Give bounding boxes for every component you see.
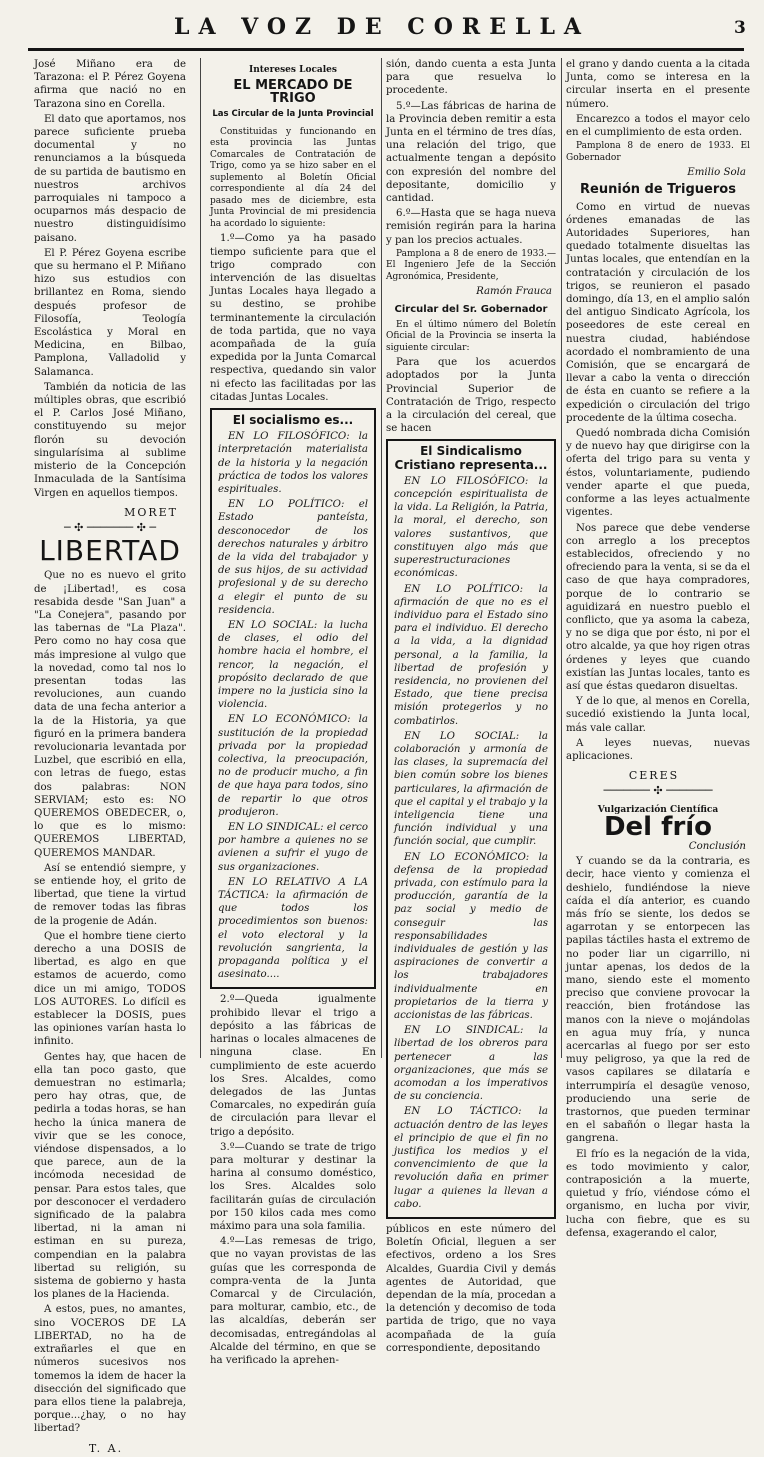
signature: T. A. <box>88 1441 124 1455</box>
paragraph: El P. Pérez Goyena escribe que su hermano el P. Miñano hizo sus estudios con brillantez en Roma, siendo después profesor de Filosofía, Teología Escolástica y Moral en Medicina, en Bilbao, Pamplona, Valladolid y Salamanca. <box>34 247 186 378</box>
paragraph: EN LO SINDICAL: el cerco por hambre a quienes no se avienen a sufrir el yugo de sus organizaciones. <box>218 822 368 873</box>
signer: Ramón Frauca <box>476 286 552 298</box>
column-2 <box>210 58 376 1369</box>
paragraph: EN LO SOCIAL: la colaboración y armonía de las clases, la supremacía del bien común sobre los bienes particulares, la afirmación de que el capital y el trabajo y la inteligencia tiene una función individual y una función social, que cumplir. <box>394 730 548 848</box>
box-title: El Sindicalismo Cristiano representa... <box>394 444 548 472</box>
paragraph: Encarezco a todos el mayor celo en el cumplimiento de esta orden. <box>566 113 750 139</box>
paragraph: En el último número del Boletín Oficial de la Provincia se inserta la siguiente circular: <box>386 319 556 353</box>
paragraph: Nos parece que debe venderse con arreglo a los preceptos establecidos, ofreciendo y no ofreciendo para la venta, si se da el caso de que haya compradores, porque de lo contrario se aguidizará en nuestro pueblo el conflicto, que ya asoma la cabeza, y no se diga que por ésto, ni por el otro alcalde, ya que hoy rigen otras órdenes y leyes que cuando existían las Juntas locales, tanto es así que éstas quedaron disueltas. <box>566 522 750 692</box>
sub-heading: Circular del Sr. Gobernador <box>394 303 548 315</box>
paragraph: 4.º—Las remesas de trigo, que no vayan provistas de las guías que les corresponda de compra-venta de la Junta Comarcal y de Circulación, para molturar, cambio, etc., de las alcaldías, deberán ser decomisadas, entregándolas al Alcalde del término, en que se ha verificado la aprehen- <box>210 1236 376 1366</box>
headline: EL MERCADO DE TRIGO <box>233 78 353 107</box>
paragraph: El dato que aportamos, nos parece suficiente prueba documental y no renunciamos a la búsqueda de su partida de bautismo en nuestros archivos parroquiales ni tampoco a ocuparnos más despacio de nuestro distinguidísimo paisano. <box>34 113 186 244</box>
paragraph: EN LO SOCIAL: la lucha de clases, el odio del hombre hacia el hombre, el rencor, la negación, el propósito declarado de que impere no la justicia sino la violencia. <box>218 620 368 711</box>
paragraph: EN LO FILOSÓFICO: la concepción espiritualista de la vida. La Religión, la Patria, la moral, el derecho, son valores sustantivos, que constituyen algo más que superestructuraciones económicas. <box>394 475 548 580</box>
paragraph: 2.º—Queda igualmente prohibido llevar el trigo a depósito a las fábricas de harinas o locales almacenes de ninguna clase. En cumplimiento de este acuerdo los Sres. Alcaldes, como delegados de las Juntas Comarcales, no expedirán guía de circulación para llevar el trigo a depósito. <box>210 994 376 1138</box>
paragraph: sión, dando cuenta a esta Junta para que resuelva lo procedente. <box>386 59 556 97</box>
paragraph: Y de lo que, al menos en Corella, sucedió existiendo la Junta local, más vale callar. <box>566 696 750 734</box>
paragraph: EN LO ECONÓMICO: la sustitución de la propiedad privada por la propiedad colectiva, la preocupación, no de producir mucho, a fin de que haya para todos, sino de repartir lo que otros produjeron. <box>218 714 368 818</box>
column-4 <box>566 58 750 1242</box>
dateline: Pamplona a 8 de enero de 1933.—El Ingeniero Jefe de la Sección Agronómica, Presidente, <box>386 248 556 282</box>
ornament-divider: ─ ✣ ─────── ✣ ─ <box>63 520 157 534</box>
paragraph: 1.º—Como ya ha pasado tiempo suficiente para que el trigo comprado con intervención de las disueltas Juntas Locales haya llegado a su destino, se prohibe terminantemente la circulación de toda partida, que no vaya acompañada de la guía expedida por la Junta Comarcal respectiva, quedando sin valor ni efecto las facilitadas por las citadas Juntas Locales. <box>210 233 376 403</box>
column-divider <box>200 58 201 1058</box>
column-1 <box>34 58 186 1457</box>
boxed-article <box>386 439 556 1219</box>
headline: Reunión de Trigueros <box>580 182 736 198</box>
paragraph: También da noticia de las múltiples obras, que escribió el P. Carlos José Miñano, constituyendo su mejor florón su devoción singularísima al sublime misterio de la Concepción Inmaculada de la Santísima Virgen en aquellos tiempos. <box>34 381 186 499</box>
paragraph: EN LO TÁCTICO: la actuación dentro de las leyes el principio de que el fin no justifica los medios y el convencimiento de que la revolución daña en primer lugar a quienes la llevan a cabo. <box>394 1106 548 1210</box>
paragraph: EN LO POLÍTICO: el Estado panteísta, desconocedor de los derechos naturales y árbitro de la vida del trabajador y de sus hijos, de su actividad profesional y de su derecho a elegir el punto de su residencia. <box>218 499 368 616</box>
headline: Del frío <box>603 811 713 842</box>
paragraph: A estos, pues, no amantes, sino VOCEROS DE LA LIBERTAD, no ha de extrañarles el que en números sucesivos nos tomemos la idem de hacer la disección del significado que para ellos tiene la palabreja, porque...¿hay, o no hay libertad? <box>34 1304 186 1435</box>
paragraph: 5.º—Las fábricas de harina de la Provincia deben remitir a esta Junta en el término de tres días, una relación del trigo, que actualmente tengan a depósito con expresión del nombre del depositante, domicilio y cantidad. <box>386 100 556 205</box>
signature: CERES <box>628 769 680 783</box>
column-3 <box>386 58 556 1357</box>
paragraph: Así se entendió siempre, y se entiende hoy, el grito de libertad, que tiene la virtud de remover todas las fibras de la progenie de Adán. <box>34 862 186 927</box>
paragraph: Y cuando se da la contraria, es decir, hace viento y comienza el deshielo, fundiéndose la nieve caída el día anterior, es cuando más frío se siente, los dedos se agarrotan y se entorpecen las papilas táctiles hasta el extremo de no poder liar un cigarrillo, ni juntar apenas, los dedos de la mano, siendo este el momento preciso que conviene provocar la reacción, bien frotándose las manos con la nieve o mojándolas en agua muy fría, y nunca acercarlas al fuego por ser esto muy peligroso, ya que la red de vasos capilares se dilataría e interrumpiría el desagüe venoso, produciendo una serie de trastornos, que pueden terminar en el sabañón o llegar hasta la gangrena. <box>566 856 750 1145</box>
paragraph: públicos en este número del Boletín Oficial, lleguen a ser efectivos, ordeno a los Sres Alcaldes, Guardia Civil y demás agentes de Autoridad, que dependan de la mía, procedan a la detención y decomiso de toda partida de trigo, que no vaya acompañada de la guía correspondiente, depositando <box>386 1224 556 1354</box>
paragraph: EN LO RELATIVO A LA TÁCTICA: la afirmación de que todos los procedimientos son buenos: el voto electoral y la revolución sangrienta, la propaganda política y el asesinato.... <box>218 876 368 981</box>
paragraph: EN LO FILOSÓFICO: la interpretación materialista de la historia y la negación práctica de todos los valores espirituales. <box>218 431 368 495</box>
masthead: LA VOZ DE CORELLA <box>173 14 590 40</box>
boxed-article <box>210 408 376 990</box>
signer: Emilio Sola <box>687 167 746 179</box>
section-kicker: Intereses Locales <box>249 65 337 75</box>
dateline: Pamplona 8 de enero de 1933. El Gobernador <box>566 141 750 163</box>
article-title: LIBERTAD <box>39 534 181 568</box>
column-divider <box>561 58 562 1058</box>
paragraph: José Miñano era de Tarazona: el P. Pérez Goyena afirma que nació no en Tarazona sino en Corella. <box>34 59 186 110</box>
paragraph: EN LO SINDICAL: la libertad de los obreros para pertenecer a las organizaciones, que más se acomodan a los imperativos de su conciencia. <box>394 1025 548 1103</box>
ornament-divider: ─────── ✣ ─────── <box>603 784 713 798</box>
paragraph: Como en virtud de nuevas órdenes emanadas de las Autoridades Superiores, han quedado totalmente disueltas las Juntas locales, que entendían en la contratación y circulación de los trigos, se reunieron el pasado domingo, día 13, en el amplio salón del antiguo Sindicato Agrícola, los poseedores de este cereal en nuestra ciudad, habiéndose acordado el nombramiento de una Comisión, que se encargará de llevar a cabo la venta o dirección de ésta en cuanto se refiere a la expedición o circulación del trigo procedente de la última cosecha. <box>566 201 750 424</box>
paragraph: Que el hombre tiene cierto derecho a una DOSIS de libertad, es algo en que estamos de acuerdo, como dice un mi amigo, TODOS LOS AUTORES. Lo difícil es establecer la DOSIS, pues las opiniones varían hasta lo infinito. <box>34 930 186 1048</box>
paragraph: A leyes nuevas, nuevas aplicaciones. <box>566 737 750 762</box>
paragraph: El frío es la negación de la vida, es todo movimiento y calor, contraposición a la muerte, quietud y frío, viéndose cómo el organismo, en lucha por vivir, lucha con fiebre, que es su defensa, exagerando el calor, <box>566 1148 750 1239</box>
signature: MORET <box>124 505 178 519</box>
page-number: 3 <box>734 18 746 38</box>
paragraph: Quedó nombrada dicha Comisión y de nuevo hay que dirigirse con la oferta del trigo para su venta y éstos, voluntariamente, pudiendo vender aparte el que pueda, conforme a las leyes actualmente vigentes. <box>566 428 750 519</box>
paragraph: Que no es nuevo el grito de ¡Libertad!, es cosa resabida desde "San Juan" a "La Conejera", pasando por las tabernas de "La Plaza". Pero como no hay cosa que más impresione al vulgo que la novedad, como tal nos lo presentan todas las revoluciones, aun cuando data de una fecha anterior a la de la Historia, ya que figuró en la primera bandera revolucionaria levantada por Luzbel, que escribió en ella, con letras de fuego, estas dos palabras: NON SERVIAM; esto es: NO QUEREMOS OBEDECER, o, lo que es lo mismo: QUEREMOS LIBERTAD, QUEREMOS MANDAR. <box>34 570 186 859</box>
paragraph: Constituidas y funcionando en esta provincia las Juntas Comarcales de Contratación de Trigo, como ya se hizo saber en el suplemento al Boletín Oficial correspondiente al día 24 del pasado mes de diciembre, esta Junta Provincial de mi presidencia ha acordado lo siguiente: <box>210 126 376 229</box>
masthead-rule <box>28 48 744 51</box>
paragraph: 3.º—Cuando se trate de trigo para molturar y destinar la harina al consumo doméstico, los Sres. Alcaldes solo facilitarán guías de circulación por 150 kilos cada mes como máximo para una sola familia. <box>210 1141 376 1232</box>
column-divider <box>381 58 382 1058</box>
paragraph: EN LO ECONÓMICO: la defensa de la propiedad privada, con estímulo para la producción, garantía de la paz social y medio de conseguir las responsabilidades individuales de gestión y las aspiraciones de convertir a los trabajadores individualmente en propietarios de la tierra y accionistas de las fábricas. <box>394 851 548 1021</box>
box-title: El socialismo es... <box>232 412 354 427</box>
subheading: Conclusión <box>688 840 746 852</box>
deck: Las Circular de la Junta Provincial <box>212 108 374 119</box>
section-kicker: Vulgarización Científica <box>597 804 719 815</box>
paragraph: EN LO POLÍTICO: la afirmación de que no es el individuo para el Estado sino para el individuo. El derecho a la vida, a la dignidad personal, a la familia, la libertad de profesión y residencia, no provienen del Estado, que tiene precisa misión protegerlos y no combatirlos. <box>394 583 548 727</box>
paragraph: Para que los acuerdos adoptados por la Junta Provincial Superior de Contratación de Trigo, respecto a la circulación del cereal, que se hacen <box>386 357 556 435</box>
paragraph: 6.º—Hasta que se haga nueva remisión regirán para la harina y pan los precios actuales. <box>386 208 556 246</box>
paragraph: el grano y dando cuenta a la citada Junta, como se interesa en la circular inserta en el presente número. <box>566 59 750 110</box>
paragraph: Gentes hay, que hacen de ella tan poco gasto, que demuestran no estimarla; pero hay otras, que, de pedirla a todas horas, se han hecho la única manera de vivir que se les conoce, viéndose dispensados, a lo que parece, aun de la incómoda necesidad de pensar. Para estos tales, que por desconocer el verdadero significado de la palabra libertad, ni la aman ni estiman en su pureza, compendian en la palabra libertad su religión, su sistema de gobierno y hasta los planes de la Hacienda. <box>34 1051 186 1301</box>
